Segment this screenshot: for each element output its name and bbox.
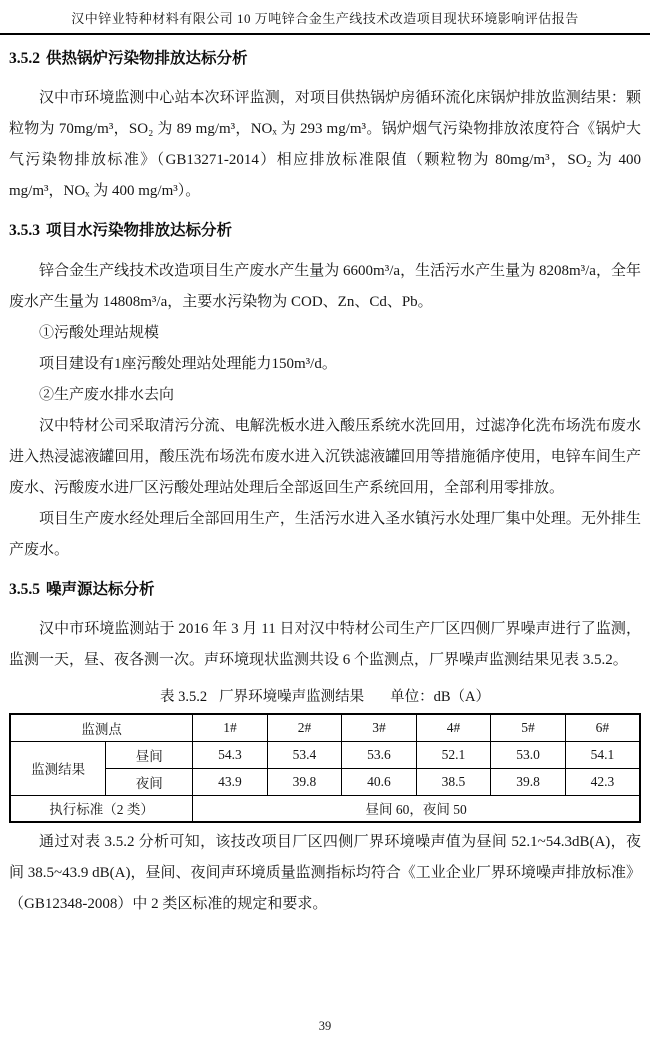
table-caption-label: 表 3.5.2 (159, 689, 208, 706)
night-value-cell: 40.6 (342, 768, 417, 795)
section-heading (9, 49, 641, 68)
section-title: 项目水污染物排放达标分析 (46, 222, 233, 240)
point-col-header: 5# (491, 714, 566, 741)
day-value-cell: 53.6 (342, 741, 417, 768)
section-number: 3.5.3 (9, 222, 40, 240)
section-heading (9, 221, 641, 240)
noise-monitoring-table (9, 713, 641, 823)
point-col-header: 2# (267, 714, 342, 741)
paragraph: 汉中市环境监测中心站本次环评监测，对项目供热锅炉房循环流化床锅炉排放监测结果：颗粒物为 70mg/m³，SO₂ 为 89 mg/m³，NOₓ 为 293 mg/m³。锅炉烟气污染物排放浓度符合《锅炉大气污染物排放标准》（GB13271-2014）相应排放标准限值（颗粒物为 80mg/m³，SO₂ 为 400 mg/m³，NOₓ 为 400 mg/m³）。 (9, 90, 641, 200)
point-col-header: 1# (193, 714, 268, 741)
document-content (0, 49, 650, 920)
point-col-header: 3# (342, 714, 417, 741)
paragraph: 锌合金生产线技术改造项目生产废水产生量为 6600m³/a，生活污水产生量为 8208m³/a，全年废水产生量为 14808m³/a，主要水污染物为 COD、Zn、Cd、Pb。 (9, 262, 641, 310)
document-header (0, 0, 650, 35)
section-heading (9, 580, 641, 599)
section-number: 3.5.5 (9, 580, 40, 598)
section-3-5-5 (9, 580, 641, 676)
section-title: 供热锅炉污染物排放达标分析 (46, 50, 248, 67)
section-3-5-2 (9, 49, 641, 207)
paragraph-list-item: ②生产废水排水去向 (39, 386, 175, 403)
table-caption-unit: 单位：dB（A） (390, 689, 491, 706)
table-header-row (10, 714, 640, 741)
standard-value-cell: 昼间 60，夜间 50 (193, 795, 640, 822)
table-caption-title: 厂界环境噪声监测结果 (219, 689, 365, 706)
table-caption (9, 685, 641, 706)
day-label-cell: 昼间 (106, 741, 193, 768)
section-3-5-3 (9, 221, 641, 565)
point-header-cell: 监测点 (10, 714, 193, 741)
day-value-cell: 54.3 (193, 741, 268, 768)
day-value-cell: 53.0 (491, 741, 566, 768)
paragraph-list-item: ①污酸处理站规模 (39, 324, 160, 341)
point-col-header: 6# (565, 714, 640, 741)
night-value-cell: 39.8 (267, 768, 342, 795)
paragraph: 项目生产废水经处理后全部回用生产，生活污水进入圣水镇污水处理厂集中处理。无外排生产废水。 (9, 510, 641, 558)
table-standard-row (10, 795, 640, 822)
paragraph: 汉中市环境监测站于 2016 年 3 月 11 日对汉中特材公司生产厂区四侧厂界噪声进行了监测，监测一天，昼、夜各测一次。声环境现状监测共设 6 个监测点，厂界噪声监测结果见表 3.5.2。 (9, 621, 641, 669)
section-number: 3.5.2 (9, 50, 40, 67)
night-value-cell: 38.5 (416, 768, 491, 795)
standard-label-cell: 执行标准（2 类） (10, 795, 193, 822)
table-day-row (10, 741, 640, 768)
result-label-cell: 监测结果 (10, 741, 106, 795)
paragraph: 汉中特材公司采取清污分流、电解洗板水进入酸压系统水洗回用，过滤净化洗布场洗布废水进入热浸滤液罐回用，酸压洗布场洗布废水进入沉铁滤液罐回用等措施循序使用，电锌车间生产废水、污酸废水进厂区污酸处理站处理后全部返回生产系统回用，全部利用零排放。 (9, 417, 641, 496)
header-title: 汉中锌业特种材料有限公司 10 万吨锌合金生产线技术改造项目现状环境影响评估报告 (71, 11, 579, 26)
section-title: 噪声源达标分析 (46, 580, 155, 598)
point-col-header: 4# (416, 714, 491, 741)
day-value-cell: 54.1 (565, 741, 640, 768)
paragraph: 项目建设有1座污酸处理站处理能力150m³/d。 (39, 355, 337, 372)
night-value-cell: 39.8 (491, 768, 566, 795)
night-value-cell: 43.9 (193, 768, 268, 795)
page-number: 39 (318, 1019, 332, 1033)
closing-paragraph: 通过对表 3.5.2 分析可知，该技改项目厂区四侧厂界环境噪声值为昼间 52.1~54.3dB(A)，夜间 38.5~43.9 dB(A)，昼间、夜间声环境质量监测指标均符合《工业企业厂界环境噪声排放标准》（GB12348-2008）中 2 类区标准的规定和要求。 (9, 834, 641, 913)
night-value-cell: 42.3 (565, 768, 640, 795)
day-value-cell: 53.4 (267, 741, 342, 768)
night-label-cell: 夜间 (106, 768, 193, 795)
day-value-cell: 52.1 (416, 741, 491, 768)
